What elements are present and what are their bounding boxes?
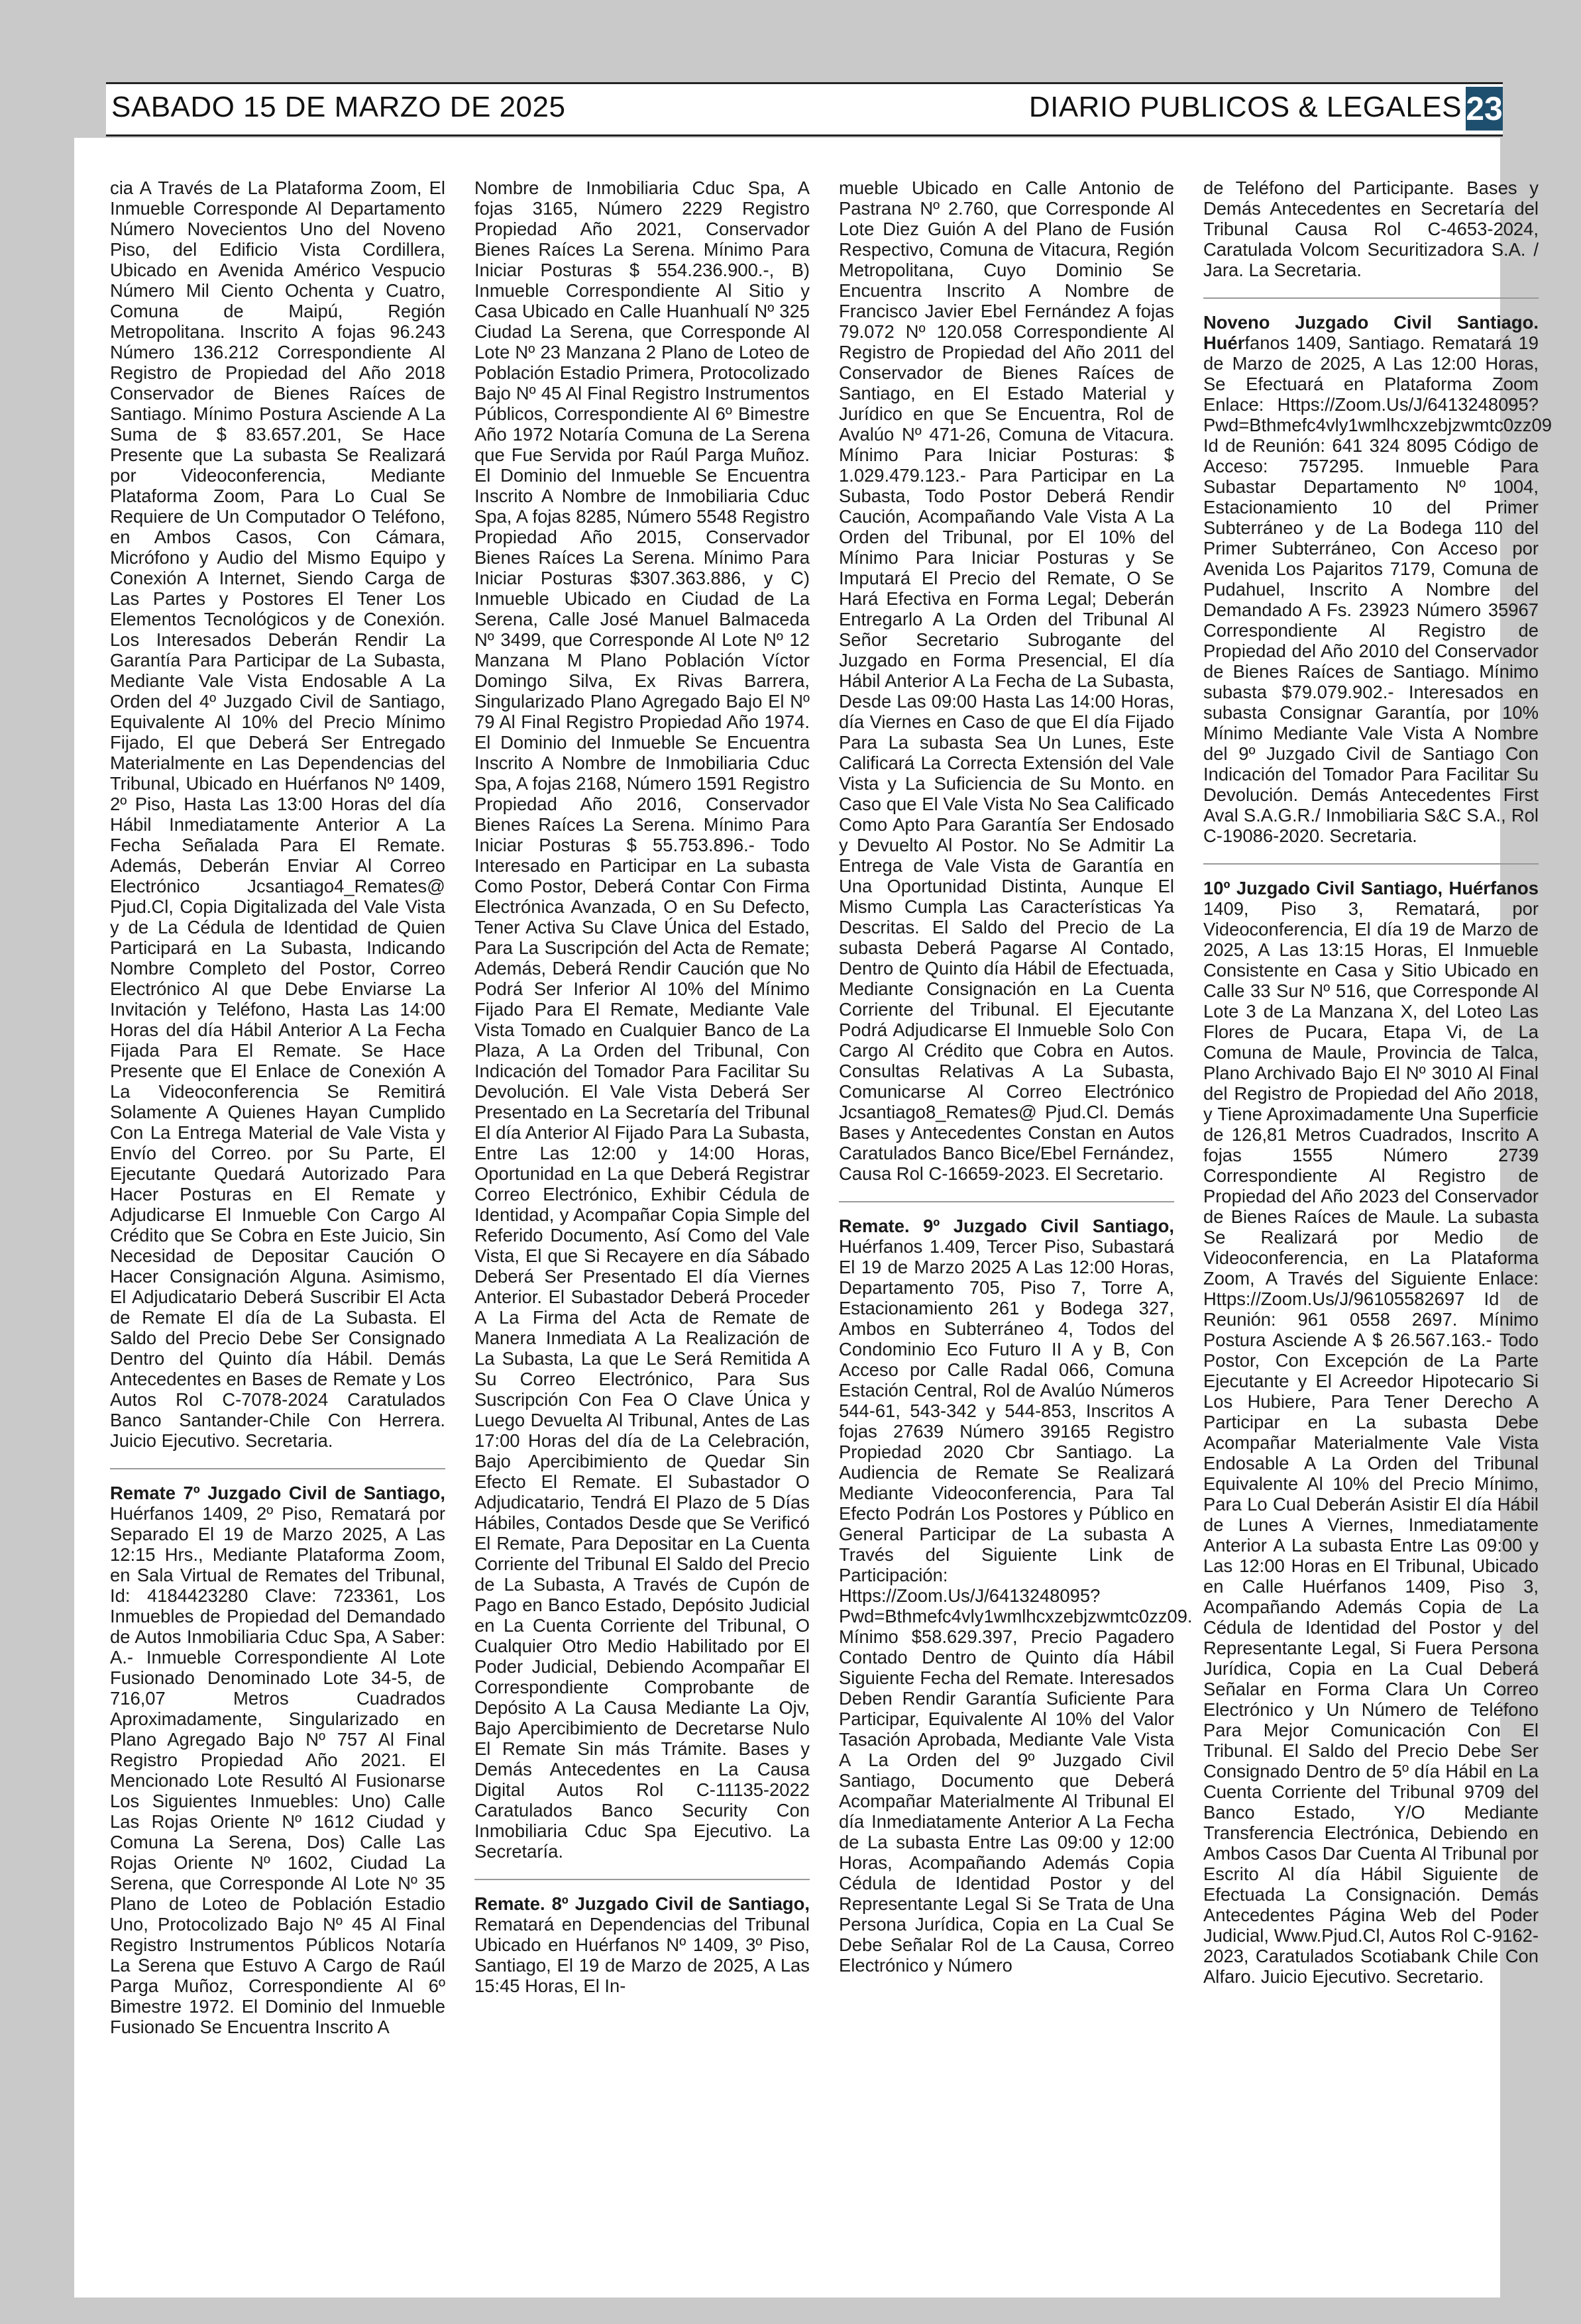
notice-text: 1409, Piso 3, Rematará, por Videoconferencia, El día 19 de Marzo de 2025, A Las 13:15 Horas, El Inmueble Consistente en Casa y Sitio Ubicado en Calle 33 Sur Nº 516, que Corresponde Al Lote 3 de La Manzana X, del Loteo Las Flores de Pucara, Etapa Vi, de La Comuna de Maule, Provincia de Talca, Plano Archivado Bajo El Nº 3010 Al Final del Registro de Propiedad del Año 2018, y Tiene Aproximadamente Una Superficie de 126,81 Metros Cuadrados, Inscrito A fojas 1555 Número 2739 Correspondiente Al Registro de Propiedad del Año 2023 del Conservador de Bienes Raíces de Maule. La subasta Se Realizará por Medio de Videoconferencia, en La Plataforma Zoom, A Través del Siguiente Enlace: Https://Zoom.Us/J/96105582697 Id de Reunión: 961 0558 2697. Mínimo Postura Asciende A $ 26.567.163.- Todo Postor, Con Excepción de La Parte Ejecutante y El Acreedor Hipotecario Si Los Hubiere, Para Tener Derecho A Participar en La subasta Debe Acompañar Materialmente Vale Vista Endosable A La Orden del Tribunal Equivalente Al 10% del Precio Mínimo, Para Lo Cual Deberán Asistir El día Hábil de Lunes A Viernes, Inmediatamente Anterior A La subasta Entre Las 09:00 y Las 12:00 Horas en El Tribunal, Ubicado en Calle Huérfanos 1409, Piso 3, Acompañando Además Copia de La Cédula de Identidad del Postor y del Representante Legal, Si Fuera Persona Jurídica, Copia en La Cual Deberá Señalar en Forma Clara Un Correo Electrónico y Un Número de Teléfono Para Mejor Comunicación Con El Tribunal. El Saldo del Precio Debe Ser Consignado Dentro de 5º día Hábil en La Cuenta Corriente del Tribunal 9709 del Banco Estado, Y/O Mediante Transferencia Electrónica, Debiendo en Ambos Casos Dar Cuenta Al Tribunal por Escrito Al día Hábil Siguiente de Efectuada La Consignación. Demás Antecedentes Página Web del Poder Judicial, Www.Pjud.Cl, Autos Rol C-9162-2023, Caratulados Scotiabank Chile Con Alfaro. Juicio Ejecutivo. Secretario.: [1203, 898, 1539, 1987]
notice-heading: Remate 7º Juzgado Civil de Santiago,: [110, 1483, 445, 1503]
notice-heading: 10º Juzgado Civil Santiago, Huérfanos: [1203, 878, 1539, 898]
notice-text: Rematará en Dependencias del Tribunal Ubicado en Huérfanos Nº 1409, 3º Piso, Santiago, El 19 de Marzo de 2025, A Las 15:45 Horas, El In-: [474, 1914, 810, 1996]
notice: [110, 178, 445, 1451]
notice: [839, 1201, 1193, 1976]
notice-text: cia A Través de La Plataforma Zoom, El Inmueble Corresponde Al Departamento Número Novecientos Uno del Noveno Piso, del Edificio Vista Cordillera, Ubicado en Avenida Américo Vespucio Número Mil Ciento Ochenta y Cuatro, Comuna de Maipú, Región Metropolitana. Inscrito A fojas 96.243 Número 136.212 Correspondiente Al Registro de Propiedad del Año 2018 Conservador de Bienes Raíces de Santiago. Mínimo Postura Asciende A La Suma de $ 83.657.201, Se Hace Presente que La subasta Se Realizará por Videoconferencia, Mediante Plataforma Zoom, Para Lo Cual Se Requiere de Un Computador O Teléfono, en Ambos Casos, Con Cámara, Micrófono y Audio del Mismo Equipo y Conexión A Internet, Siendo Carga de Las Partes y Postores El Tener Los Elementos Tecnológicos y de Conexión. Los Interesados Deberán Rendir La Garantía Para Participar de La Subasta, Mediante Vale Vista Endosable A La Orden del 4º Juzgado Civil de Santiago, Equivalente Al 10% del Precio Mínimo Fijado, El que Deberá Ser Entregado Materialmente en Las Dependencias del Tribunal, Ubicado en Huérfanos Nº 1409, 2º Piso, Hasta Las 13:00 Horas del día Hábil Inmediatamente Anterior A La Fecha Señalada Para El Remate. Además, Deberán Enviar Al Correo Electrónico Jcsantiago4_Remates@ Pjud.Cl, Copia Digitalizada del Vale Vista y de La Cédula de Identidad de Quien Participará en La Subasta, Indicando Nombre Completo del Postor, Correo Electrónico Al que Debe Enviarse La Invitación y Teléfono, Hasta Las 14:00 Horas del día Hábil Anterior A La Fecha Fijada Para El Remate. Se Hace Presente que El Enlace de Conexión A La Videoconferencia Se Remitirá Solamente A Quienes Hayan Cumplido Con La Entrega Material de Vale Vista y Envío del Correo. por Su Parte, El Ejecutante Quedará Autorizado Para Hacer Posturas en El Remate y Adjudicarse El Inmueble Con Cargo Al Crédito que Se Cobra en Este Juicio, Sin Necesidad de Depositar Caución O Hacer Consignación Alguna. Asimismo, El Adjudicatario Deberá Suscribir El Acta de Remate El día de La Subasta. El Saldo del Precio Debe Ser Consignado Dentro del Quinto día Hábil. Demás Antecedentes en Bases de Remate y Los Autos Rol C-7078-2024 Caratulados Banco Santander-Chile Con Herrera. Juicio Ejecutivo. Secretaria.: [110, 178, 445, 1451]
column-3: [839, 178, 1193, 1993]
notice-text: Nombre de Inmobiliaria Cduc Spa, A fojas 3165, Número 2229 Registro Propiedad Año 2021, Conservador Bienes Raíces La Serena. Mínimo Para Iniciar Posturas $ 554.236.900.-, B) Inmueble Correspondiente Al Sitio y Casa Ubicado en Calle Huanhualí Nº 325 Ciudad La Serena, que Corresponde Al Lote Nº 23 Manzana 2 Plano de Loteo de Población Estadio Primera, Protocolizado Bajo Nº 45 Al Final Registro Instrumentos Públicos, Correspondiente Al 6º Bimestre Año 1972 Notaría Comuna de La Serena que Fue Servida por Raúl Parga Muñoz. El Dominio del Inmueble Se Encuentra Inscrito A Nombre de Inmobiliaria Cduc Spa, A fojas 8285, Número 5548 Registro Propiedad Año 2015, Conservador Bienes Raíces La Serena. Mínimo Para Iniciar Posturas $307.363.886, y C) Inmueble Ubicado en Ciudad de La Serena, Calle José Manuel Balmaceda Nº 3499, que Corresponde Al Lote Nº 12 Manzana M Plano Población Víctor Domingo Silva, Ex Rivas Barrera, Singularizado Plano Agregado Bajo El Nº 79 Al Final Registro Propiedad Año 1974. El Dominio del Inmueble Se Encuentra Inscrito A Nombre de Inmobiliaria Cduc Spa, A fojas 2168, Número 1591 Registro Propiedad Año 2016, Conservador Bienes Raíces La Serena. Mínimo Para Iniciar Posturas $ 55.753.896.- Todo Interesado en Participar en La subasta Como Postor, Deberá Contar Con Firma Electrónica Avanzada, O en Su Defecto, Tener Activa Su Clave Única del Estado, Para La Suscripción del Acta de Remate; Además, Deberá Rendir Caución que No Podrá Ser Inferior Al 10% del Mínimo Fijado Para El Remate, Mediante Vale Vista Tomado en Cualquier Banco de La Plaza, A La Orden del Tribunal, Con Indicación del Tomador Para Facilitar Su Devolución. El Vale Vista Deberá Ser Presentado en La Secretaría del Tribunal El día Anterior Al Fijado Para La Subasta, Entre Las 12:00 y 14:00 Horas, Oportunidad en La que Deberá Registrar Correo Electrónico, Exhibir Cédula de Identidad, y Acompañar Copia Simple del Referido Documento, Así Como del Vale Vista, El que Si Recayere en día Sábado Deberá Ser Presentado El día Viernes Anterior. El Subastador Deberá Proceder A La Firma del Acta de Remate de Manera Inmediata A La Realización de La Subasta, La que Le Será Remitida A Su Correo Electrónico, Para Sus Suscripción Con Fea O Clave Única y Luego Devuelta Al Tribunal, Antes de Las 17:00 Horas del día de La Celebración, Bajo Apercibimiento de Quedar Sin Efecto El Remate. El Subastador O Adjudicatario, Tendrá El Plazo de 5 Días Hábiles, Contados Desde que Se Verificó El Remate, Para Depositar en La Cuenta Corriente del Tribunal El Saldo del Precio de La Subasta, A Través de Cupón de Pago en Banco Estado, Depósito Judicial en La Cuenta Corriente del Tribunal, O Cualquier Otro Medio Habilitado por El Poder Judicial, Debiendo Acompañar El Correspondiente Comprobante de Depósito A La Causa Mediante La Ojv, Bajo Apercibimiento de Decretarse Nulo El Remate Sin más Trámite. Bases y Demás Antecedentes en La Causa Digital Autos Rol C-11135-2022 Caratulados Banco Security Con Inmobiliaria Cduc Spa Ejecutivo. La Secretaría.: [474, 178, 810, 1862]
notice: [110, 1468, 445, 2037]
notice-text: mueble Ubicado en Calle Antonio de Pastrana Nº 2.760, que Corresponde Al Lote Diez Guión A del Plano de Fusión Respectivo, Comuna de Vitacura, Región Metropolitana, Cuyo Dominio Se Encuentra Inscrito A Nombre de Francisco Javier Ebel Fernández A fojas 79.072 Nº 120.058 Correspondiente Al Registro de Propiedad del Año 2011 del Conservador de Bienes Raíces de Santiago, en El Estado Material y Jurídico en que Se Encuentra, Rol de Avalúo Nº 471-26, Comuna de Vitacura. Mínimo Para Iniciar Posturas: $ 1.029.479.123.- Para Participar en La Subasta, Todo Postor Deberá Rendir Caución, Acompañando Vale Vista A La Orden del Tribunal, por El 10% del Mínimo Para Iniciar Posturas y Se Imputará El Precio del Remate, O Se Hará Efectiva en Forma Legal; Deberán Entregarlo A La Orden del Tribunal Al Señor Secretario Subrogante del Juzgado en Forma Presencial, El día Hábil Anterior A La Fecha de La Subasta, Desde Las 09:00 Hasta Las 14:00 Horas, día Viernes en Caso de que El día Fijado Para La subasta Sea Un Lunes, Este Calificará La Correcta Extensión del Vale Vista y La Suficiencia de Su Monto. en Caso que El Vale Vista No Sea Calificado Como Apto Para Garantía Ser Endosado y Devuelto Al Postor. No Se Admitir La Entrega de Vale Vista de Garantía en Una Oportunidad Distinta, Aunque El Mismo Cumpla Las Características Ya Descritas. El Saldo del Precio de La subasta Deberá Pagarse Al Contado, Dentro de Quinto día Hábil de Efectuada, Mediante Consignación en La Cuenta Corriente del Tribunal. El Ejecutante Podrá Adjudicarse El Inmueble Solo Con Cargo Al Crédito que Cobra en Autos. Consultas Relativas A La Subasta, Comunicarse Al Correo Electrónico Jcsantiago8_Remates@ Pjud.Cl. Demás Bases y Antecedentes Constan en Autos Caratulados Banco Bice/Ebel Fernández, Causa Rol C-16659-2023. El Secretario.: [839, 178, 1174, 1184]
notice-heading: Remate. 9º Juzgado Civil Santiago,: [839, 1216, 1174, 1236]
header-date: SABADO 15 DE MARZO DE 2025: [111, 91, 566, 123]
notice: [1203, 297, 1552, 846]
page-header: [106, 82, 1503, 136]
notice: [474, 178, 810, 1862]
notice-text: Huérfanos 1.409, Tercer Piso, Subastará El 19 de Marzo 2025 A Las 12:00 Horas, Departamento 705, Piso 7, Torre A, Estacionamiento 261 y Bodega 327, Ambos en Subterráneo 4, Todos del Condominio Eco Futuro II A y B, Con Acceso por Calle Radal 066, Comuna Estación Central, Rol de Avalúo Números 544-61, 543-342 y 544-853, Inscritos A fojas 27639 Número 39165 Registro Propiedad 2020 Cbr Santiago. La Audiencia de Remate Se Realizará Mediante Videoconferencia, Para Tal Efecto Podrán Los Postores y Público en General Participar de La subasta A Través del Siguiente Link de Participación: Https://Zoom.Us/J/6413248095?Pwd=Bthmefc4vly1wmlhcxzebjzwmtc0zz09. Mínimo $58.629.397, Precio Pagadero Contado Dentro de Quinto día Hábil Siguiente Fecha del Remate. Interesados Deben Rendir Garantía Suficiente Para Participar, Equivalente Al 10% del Valor Tasación Aprobada, Mediante Vale Vista A La Orden del 9º Juzgado Civil Santiago, Documento que Deberá Acompañar Materialmente Al Tribunal El día Inmediatamente Anterior A La Fecha de La subasta Entre Las 09:00 y 12:00 Horas, Acompañando Además Copia Cédula de Identidad Postor y del Representante Legal Si Se Trata de Una Persona Jurídica, Copia en La Cual Se Debe Señalar Rol de La Causa, Correo Electrónico y Número: [839, 1236, 1193, 1976]
column-2: [474, 178, 810, 2013]
content-sheet: [74, 138, 1552, 2298]
column-4: [1203, 178, 1552, 2004]
column-1: [110, 178, 445, 2054]
page-number: 23: [1466, 87, 1503, 131]
notice-heading: Remate. 8º Juzgado Civil de Santiago,: [474, 1893, 810, 1914]
notice-heading: Noveno Juzgado Civil Santiago. Huér: [1203, 312, 1539, 353]
notice: [474, 1879, 810, 1996]
header-publication: DIARIO PUBLICOS & LEGALES: [1028, 91, 1462, 123]
notice: [1203, 178, 1539, 280]
notice-text: de Teléfono del Participante. Bases y Demás Antecedentes en Secretaría del Tribunal Causa Rol C-4653-2024, Caratulada Volcom Securitizadora S.A. / Jara. La Secretaria.: [1203, 178, 1539, 280]
notice: [839, 178, 1174, 1184]
notice-text: fanos 1409, Santiago. Rematará 19 de Marzo de 2025, A Las 12:00 Horas, Se Efectuará en Plataforma Zoom Enlace: Https://Zoom.Us/J/6413248095?Pwd=Bthmefc4vly1wmlhcxzebjzwmtc0zz09 Id de Reunión: 641 324 8095 Código de Acceso: 757295. Inmueble Para Subastar Departamento Nº 1004, Estacionamiento 10 del Primer Subterráneo y de La Bodega 110 del Primer Subterráneo, Con Acceso por Avenida Los Pajaritos 7179, Comuna de Pudahuel, Inscrito A Nombre del Demandado A Fs. 23923 Número 35967 Correspondiente Al Registro de Propiedad del Año 2010 del Conservador de Bienes Raíces de Santiago. Mínimo subasta $79.079.902.- Interesados en subasta Consignar Garantía, por 10% Mínimo Mediante Vale Vista A Nombre del 9º Juzgado Civil de Santiago Con Indicación del Tomador Para Facilitar Su Devolución. Demás Antecedentes First Aval S.A.G.R./ Inmobiliaria S&C S.A., Rol C-19086-2020. Secretaria.: [1203, 333, 1552, 846]
notice-text: Huérfanos 1409, 2º Piso, Rematará por Separado El 19 de Marzo 2025, A Las 12:15 Hrs., Mediante Plataforma Zoom, en Sala Virtual de Remates del Tribunal, Id: 4184423280 Clave: 723361, Los Inmuebles de Propiedad del Demandado de Autos Inmobiliaria Cduc Spa, A Saber: A.- Inmueble Correspondiente Al Lote Fusionado Denominado Lote 34-5, de 716,07 Metros Cuadrados Aproximadamente, Singularizado en Plano Agregado Bajo Nº 757 Al Final Registro Propiedad Año 2021. El Mencionado Lote Resultó Al Fusionarse Los Siguientes Inmuebles: Uno) Calle Las Rojas Oriente Nº 1612 Ciudad y Comuna La Serena, Dos) Calle Las Rojas Oriente Nº 1602, Ciudad La Serena, que Corresponde Al Lote Nº 35 Plano de Loteo de Población Estadio Uno, Protocolizado Bajo Nº 45 Al Final Registro Instrumentos Públicos Notaría La Serena que Estuvo A Cargo de Raúl Parga Muñoz, Correspondiente Al 6º Bimestre 1972. El Dominio del Inmueble Fusionado Se Encuentra Inscrito A: [110, 1503, 445, 2037]
notice: [1203, 863, 1539, 1987]
